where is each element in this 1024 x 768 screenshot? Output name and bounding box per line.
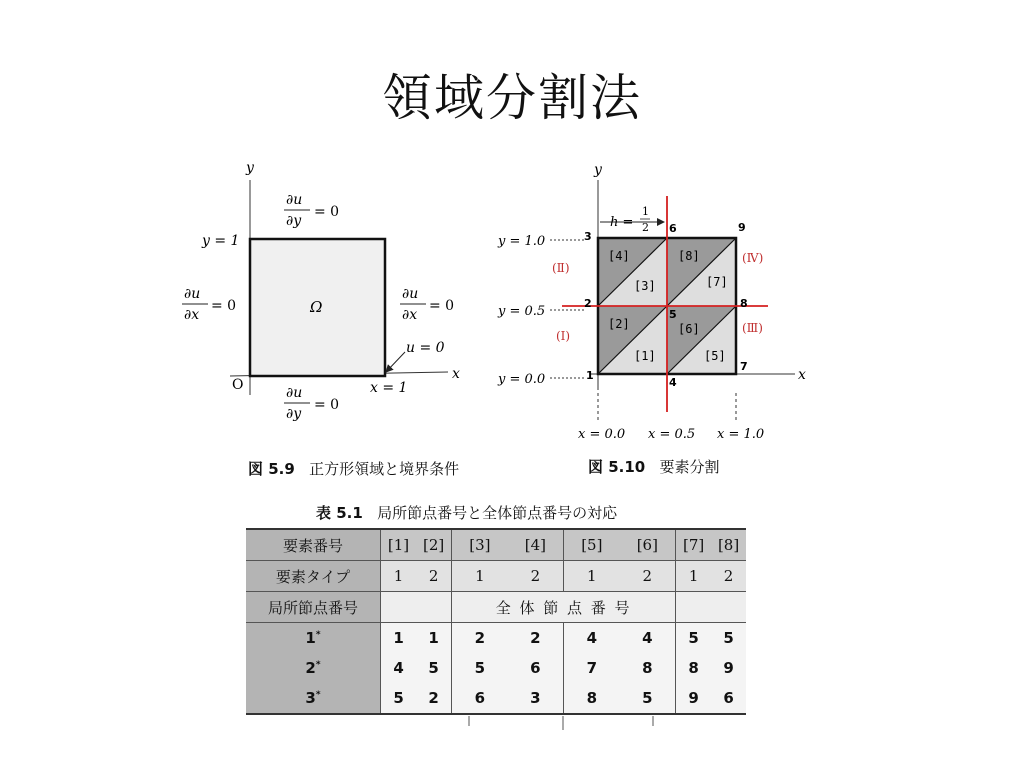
cell-element-no: [7] bbox=[676, 529, 712, 561]
fig510-y-axis-label: y bbox=[594, 162, 602, 178]
fig59-u-eq-0: u = 0 bbox=[406, 340, 445, 356]
fig59-bc-left-num: ∂u bbox=[184, 286, 201, 302]
label-x05: x = 0.5 bbox=[648, 427, 696, 442]
local-mark: * bbox=[315, 660, 321, 670]
fig510-caption-num: 図 5.10 bbox=[588, 458, 646, 476]
cell-node: 8 bbox=[564, 683, 620, 714]
local-mark: * bbox=[315, 690, 321, 700]
table51-caption-num: 表 5.1 bbox=[316, 504, 363, 522]
fig59-bc-bottom-num: ∂u bbox=[286, 385, 303, 401]
fig59-y-axis-label: y bbox=[246, 160, 254, 176]
cell-node: 5 bbox=[416, 653, 452, 683]
row-header-element-no: 要素番号 bbox=[246, 529, 381, 561]
cell-element-type: 1 bbox=[564, 561, 620, 592]
element-label-1: [1] bbox=[634, 349, 656, 363]
local-mark: * bbox=[315, 630, 321, 640]
table-row-element-no bbox=[246, 529, 746, 561]
region-label-II: (Ⅱ) bbox=[552, 261, 570, 275]
local-2-label: 2 bbox=[305, 659, 316, 677]
cell-node: 9 bbox=[711, 653, 746, 683]
cell-node: 8 bbox=[676, 653, 712, 683]
label-x00: x = 0.0 bbox=[578, 427, 626, 442]
node-7: 7 bbox=[740, 360, 748, 373]
fig59-bc-bottom-den: ∂y bbox=[286, 406, 302, 422]
cell-node: 6 bbox=[452, 683, 508, 714]
cell-element-type: 1 bbox=[381, 561, 417, 592]
label-y10: y = 1.0 bbox=[498, 234, 546, 249]
h-num: 1 bbox=[642, 205, 649, 218]
local-3-label: 3 bbox=[305, 689, 316, 707]
fig59-caption-num: 図 5.9 bbox=[248, 460, 295, 478]
label-y00: y = 0.0 bbox=[498, 372, 546, 387]
cell-element-no: [2] bbox=[416, 529, 452, 561]
region-label-I: (Ⅰ) bbox=[556, 329, 571, 343]
cell-node: 3 bbox=[508, 683, 564, 714]
cell-element-no: [5] bbox=[564, 529, 620, 561]
row-header-local-2 bbox=[246, 653, 381, 683]
cell-node: 4 bbox=[381, 653, 417, 683]
cell-node: 2 bbox=[508, 623, 564, 654]
cell-blank bbox=[676, 592, 746, 623]
element-label-2: [2] bbox=[608, 317, 630, 331]
cell-node: 2 bbox=[452, 623, 508, 654]
node-4: 4 bbox=[669, 376, 677, 389]
table51-caption bbox=[316, 502, 617, 523]
node-3: 3 bbox=[584, 230, 592, 243]
h-label: h = bbox=[610, 215, 634, 230]
h-den: 2 bbox=[642, 221, 649, 234]
cell-node: 9 bbox=[676, 683, 712, 714]
fig59-bc-bottom-eq: = 0 bbox=[314, 397, 340, 413]
element-label-6: [6] bbox=[678, 322, 700, 336]
cell-element-type: 1 bbox=[676, 561, 712, 592]
cell-node: 5 bbox=[711, 623, 746, 654]
row-header-local-node: 局所節点番号 bbox=[246, 592, 381, 623]
cell-node: 4 bbox=[564, 623, 620, 654]
node-8: 8 bbox=[740, 297, 748, 310]
region-label-IV: (Ⅳ) bbox=[742, 251, 764, 265]
figure-5-10 bbox=[497, 162, 806, 442]
local-1-label: 1 bbox=[305, 629, 316, 647]
cell-element-no: [6] bbox=[620, 529, 676, 561]
cell-element-type: 2 bbox=[711, 561, 746, 592]
fig59-u-pointer bbox=[386, 352, 405, 372]
node-1: 1 bbox=[586, 369, 594, 382]
fig510-caption bbox=[588, 456, 720, 477]
cell-node: 5 bbox=[620, 683, 676, 714]
fig59-bc-left-den: ∂x bbox=[184, 307, 200, 323]
fig59-origin: O bbox=[232, 377, 244, 393]
cell-element-no: [4] bbox=[508, 529, 564, 561]
cell-element-no: [3] bbox=[452, 529, 508, 561]
row-header-local-3 bbox=[246, 683, 381, 714]
node-5: 5 bbox=[669, 308, 677, 321]
fig59-y-eq-1: y = 1 bbox=[202, 233, 240, 249]
cell-node: 5 bbox=[676, 623, 712, 654]
cell-element-type: 2 bbox=[620, 561, 676, 592]
cell-element-no: [8] bbox=[711, 529, 746, 561]
cell-node: 8 bbox=[620, 653, 676, 683]
node-9: 9 bbox=[738, 221, 746, 234]
label-x10: x = 1.0 bbox=[717, 427, 765, 442]
label-y05: y = 0.5 bbox=[498, 304, 546, 319]
table-row-local-2 bbox=[246, 653, 746, 683]
table-row-local-node bbox=[246, 592, 746, 623]
region-label-III: (Ⅲ) bbox=[742, 321, 763, 335]
cell-node: 5 bbox=[381, 683, 417, 714]
cell-node: 6 bbox=[508, 653, 564, 683]
fig59-bc-top-eq: = 0 bbox=[314, 204, 340, 220]
table-row-local-1 bbox=[246, 623, 746, 654]
cell-element-type: 2 bbox=[416, 561, 452, 592]
row-header-element-type: 要素タイプ bbox=[246, 561, 381, 592]
cell-element-no: [1] bbox=[381, 529, 417, 561]
fig59-bc-left-eq: = 0 bbox=[211, 298, 237, 314]
fig59-bc-right-eq: = 0 bbox=[429, 298, 455, 314]
fig59-omega: Ω bbox=[310, 298, 323, 316]
fig59-caption-text: 正方形領域と境界条件 bbox=[309, 460, 460, 478]
fig59-bc-right-den: ∂x bbox=[402, 307, 418, 323]
global-node-label: 全 体 節 点 番 号 bbox=[452, 592, 676, 623]
node-6: 6 bbox=[669, 222, 677, 235]
element-label-8: [8] bbox=[678, 249, 700, 263]
cell-node: 4 bbox=[620, 623, 676, 654]
fig59-bc-top-num: ∂u bbox=[286, 192, 303, 208]
cell-blank bbox=[381, 592, 452, 623]
node-2: 2 bbox=[584, 297, 592, 310]
cell-node: 1 bbox=[381, 623, 417, 654]
cell-element-type: 1 bbox=[452, 561, 508, 592]
fig59-x-eq-1: x = 1 bbox=[370, 380, 408, 396]
cell-node: 1 bbox=[416, 623, 452, 654]
element-label-7: [7] bbox=[706, 275, 728, 289]
fig59-x-axis-label: x bbox=[452, 366, 460, 382]
fig59-caption bbox=[248, 458, 459, 479]
cell-element-type: 2 bbox=[508, 561, 564, 592]
cell-node: 2 bbox=[416, 683, 452, 714]
element-label-3: [3] bbox=[634, 279, 656, 293]
table-row-element-type bbox=[246, 561, 746, 592]
fig59-bc-top-den: ∂y bbox=[286, 213, 302, 229]
fig510-x-axis-label: x bbox=[798, 367, 806, 383]
element-label-4: [4] bbox=[608, 249, 630, 263]
row-header-local-1 bbox=[246, 623, 381, 654]
fig510-caption-text: 要素分割 bbox=[659, 458, 720, 476]
cell-node: 6 bbox=[711, 683, 746, 714]
table51-caption-text: 局所節点番号と全体節点番号の対応 bbox=[377, 504, 618, 522]
table-row-local-3 bbox=[246, 683, 746, 714]
figure-5-9 bbox=[182, 160, 460, 422]
fig59-bc-right-num: ∂u bbox=[402, 286, 419, 302]
slide-title: 領域分割法 bbox=[382, 69, 642, 127]
node-correspondence-table bbox=[246, 528, 746, 715]
element-label-5: [5] bbox=[704, 349, 726, 363]
cell-node: 5 bbox=[452, 653, 508, 683]
cell-node: 7 bbox=[564, 653, 620, 683]
